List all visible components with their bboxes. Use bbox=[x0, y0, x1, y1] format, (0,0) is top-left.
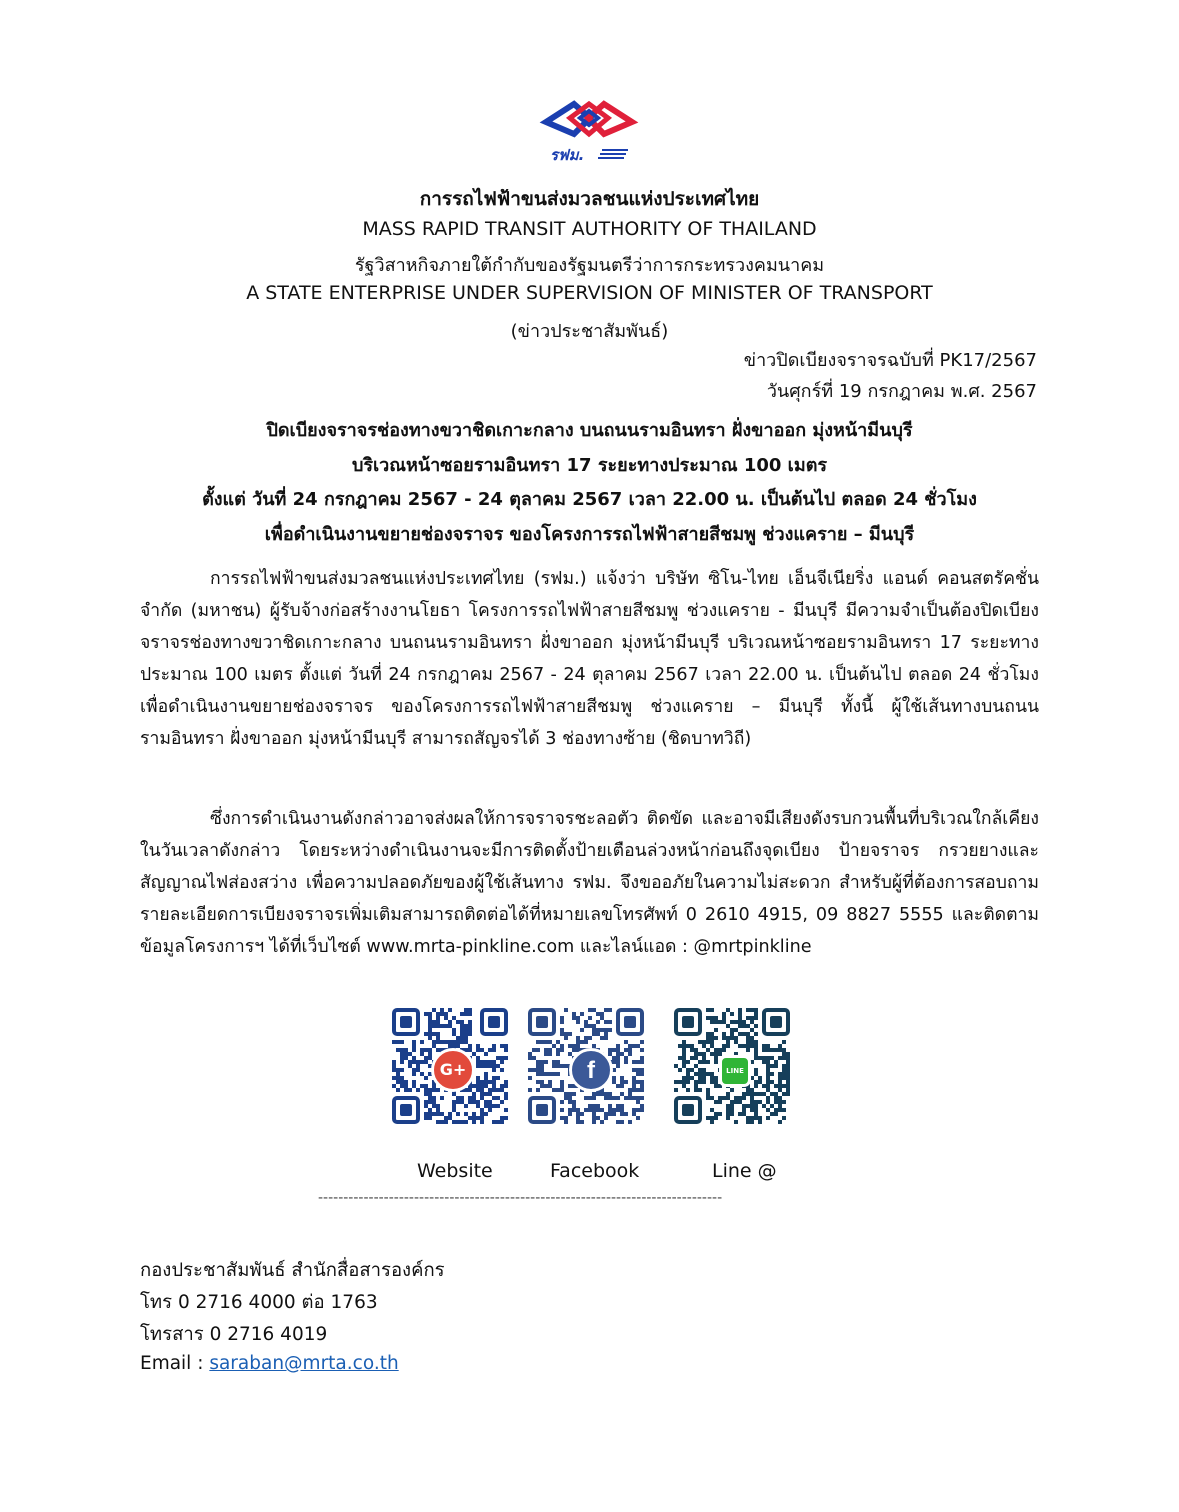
org-subtitle-en: A STATE ENTERPRISE UNDER SUPERVISION OF MINISTER OF TRANSPORT bbox=[246, 282, 933, 304]
facebook-icon: f bbox=[569, 1048, 613, 1092]
org-subtitle-th: รัฐวิสาหกิจภายใต้กำกับของรัฐมนตรีว่าการกระทรวงคมนาคม bbox=[354, 255, 825, 276]
qr-label-line: Line @ bbox=[712, 1160, 777, 1182]
qr-label-facebook: Facebook bbox=[550, 1160, 640, 1182]
contact-fax: โทรสาร 0 2716 4019 bbox=[140, 1324, 328, 1345]
headline-line-4: เพื่อดำเนินงานขยายช่องจราจร ของโครงการรถไฟฟ้าสายสีชมพู ช่วงแคราย – มีนบุรี bbox=[264, 523, 915, 545]
line-icon: LINE bbox=[719, 1055, 751, 1087]
qr-label-website: Website bbox=[417, 1160, 493, 1182]
email-label: Email : bbox=[140, 1353, 210, 1374]
contact-phone: โทร 0 2716 4000 ต่อ 1763 bbox=[140, 1292, 378, 1313]
body-paragraph-1: การรถไฟฟ้าขนส่งมวลชนแห่งประเทศไทย (รฟม.) แจ้งว่า บริษัท ซิโน-ไทย เอ็นจีเนียริ่ง แอนด์ คอนสตรัคชั่น จำกัด (มหาชน) ผู้รับจ้างก่อสร้างงานโยธา โครงการรถไฟฟ้าสายสีชมพู ช่วงแคราย - มีนบุรี มีความจำเป็นต้องปิดเบียงจราจรช่องทางขวาชิดเกาะกลาง บนถนนรามอินทรา ฝั่งขาออก มุ่งหน้ามีนบุรี บริเวณหน้าซอยรามอินทรา 17 ระยะทางประมาณ 100 เมตร ตั้งแต่ วันที่ 24 กรกฎาคม 2567 - 24 ตุลาคม 2567 เวลา 22.00 น. เป็นต้นไป ตลอด 24 ชั่วโมง เพื่อดำเนินงานขยายช่องจราจร ของโครงการรถไฟฟ้าสายสีชมพู ช่วงแคราย – มีนบุรี ทั้งนี้ ผู้ใช้เส้นทางบนถนนรามอินทรา ฝั่งขาออก มุ่งหน้ามีนบุรี สามารถสัญจรได้ 3 ช่องทางซ้าย (ชิดบาทวิถี) bbox=[140, 569, 1039, 750]
contact-department: กองประชาสัมพันธ์ สำนักสื่อสารองค์กร bbox=[140, 1260, 445, 1281]
headline bbox=[140, 414, 1039, 552]
contact-email bbox=[140, 1353, 399, 1374]
org-name-th: การรถไฟฟ้าขนส่งมวลชนแห่งประเทศไทย bbox=[419, 188, 760, 210]
issue-number: ข่าวปิดเบียงจราจรฉบับที่ PK17/2567 bbox=[743, 350, 1037, 371]
headline-line-3: ตั้งแต่ วันที่ 24 กรกฎาคม 2567 - 24 ตุลาคม 2567 เวลา 22.00 น. เป็นต้นไป ตลอด 24 ชั่วโมง bbox=[202, 489, 977, 510]
headline-line-2: บริเวณหน้าซอยรามอินทรา 17 ระยะทางประมาณ 100 เมตร bbox=[351, 454, 828, 476]
email-link[interactable]: saraban@mrta.co.th bbox=[209, 1353, 399, 1374]
body-paragraph-2: ซึ่งการดำเนินงานดังกล่าวอาจส่งผลให้การจราจรชะลอตัว ติดขัด และอาจมีเสียงดังรบกวนพื้นที่บริเวณใกล้เคียงในวันเวลาดังกล่าว โดยระหว่างดำเนินงานจะมีการติดตั้งป้ายเตือนล่วงหน้าก่อนถึงจุดเบียง ป้ายจราจร กรวยยางและสัญญาณไฟส่องสว่าง เพื่อความปลอดภัยของผู้ใช้เส้นทาง รฟม. จึงขออภัยในความไม่สะดวก สำหรับผู้ที่ต้องการสอบถามรายละเอียดการเบียงจราจรเพิ่มเติมสามารถติดต่อได้ที่หมายเลขโทรศัพท์ 0 2610 4915, 09 8827 5555 และติดตามข้อมูลโครงการฯ ได้ที่เว็บไซต์ www.mrta-pinkline.com และไลน์แอด : @mrtpinkline bbox=[140, 809, 1039, 958]
issue-date: วันศุกร์ที่ 19 กรกฎาคม พ.ศ. 2567 bbox=[766, 381, 1037, 402]
logo-text: รฟม. bbox=[550, 146, 585, 164]
mrta-logo bbox=[538, 98, 640, 166]
org-name-en: MASS RAPID TRANSIT AUTHORITY OF THAILAND bbox=[362, 218, 817, 240]
google-plus-icon: G+ bbox=[431, 1048, 475, 1092]
headline-line-1: ปิดเบียงจราจรช่องทางขวาชิดเกาะกลาง บนถนนรามอินทรา ฝั่งขาออก มุ่งหน้ามีนบุรี bbox=[266, 420, 913, 441]
press-release-label: (ข่าวประชาสัมพันธ์) bbox=[510, 321, 669, 342]
divider-line: -------------------------------------------------------------------------------- bbox=[318, 1190, 723, 1206]
